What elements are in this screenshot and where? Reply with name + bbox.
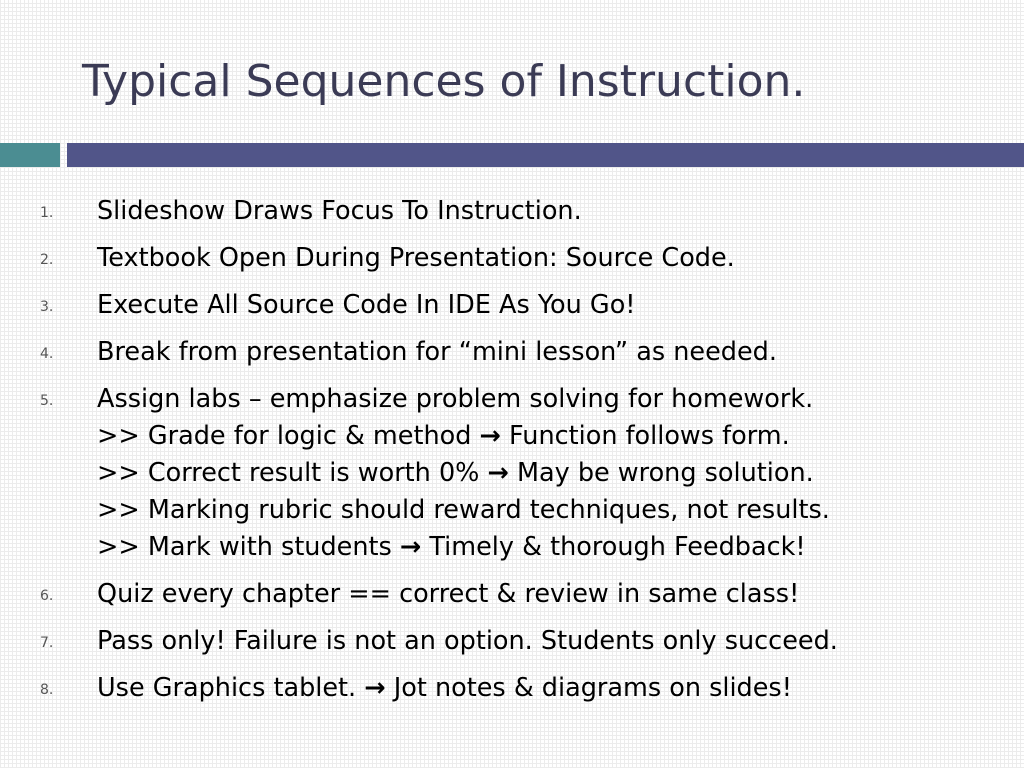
list-item-4 [0, 334, 1024, 371]
instruction-list [0, 193, 1024, 717]
list-text: Pass only! Failure is not an option. Students only succeed. [97, 626, 838, 656]
sub-line-text: >> Grade for logic & method [97, 421, 472, 451]
list-text: Assign labs – emphasize problem solving for homework. [97, 384, 814, 414]
accent-bar-purple [67, 143, 1024, 167]
list-item-7 [0, 623, 1024, 660]
list-text: Quiz every chapter == correct & review in same class! [97, 579, 800, 609]
list-text: Textbook Open During Presentation: Source Code. [97, 243, 735, 273]
list-number: 8. [40, 682, 54, 698]
sub-line-text: Function follows form. [509, 421, 790, 451]
list-text-block [97, 670, 1024, 707]
list-number: 1. [40, 205, 54, 221]
list-item-8 [0, 670, 1024, 707]
sub-line-grade [97, 418, 1024, 455]
list-number: 4. [40, 346, 54, 362]
right-arrow-icon: → [399, 532, 422, 562]
slide-title: Typical Sequences of Instruction. [82, 56, 806, 107]
list-text: Break from presentation for “mini lesson” as needed. [97, 337, 777, 367]
list-text: Jot notes & diagrams on slides! [393, 673, 792, 703]
list-number: 6. [40, 588, 54, 604]
list-text: Slideshow Draws Focus To Instruction. [97, 196, 582, 226]
sub-line-text: >> Marking rubric should reward techniques, not results. [97, 495, 830, 525]
right-arrow-icon: → [479, 421, 501, 451]
sub-line-mark [97, 529, 1024, 566]
list-item-3 [0, 287, 1024, 324]
list-item-6 [0, 576, 1024, 613]
sub-line-text: Timely & thorough Feedback! [429, 532, 806, 562]
sub-line-text: >> Correct result is worth 0% [97, 458, 480, 488]
right-arrow-icon: → [364, 673, 386, 703]
list-item-1 [0, 193, 1024, 230]
sub-line-text: >> Mark with students [97, 532, 392, 562]
sub-line-rubric [97, 492, 1024, 529]
list-item-2 [0, 240, 1024, 277]
list-text: Execute All Source Code In IDE As You Go! [97, 290, 636, 320]
list-text: Use Graphics tablet. [97, 673, 357, 703]
list-number: 5. [40, 393, 54, 409]
list-number: 3. [40, 299, 54, 315]
list-text-block [97, 381, 1024, 566]
list-number: 7. [40, 635, 54, 651]
sub-line-text: May be wrong solution. [517, 458, 814, 488]
sub-line-correct [97, 455, 1024, 492]
accent-bar-teal [0, 143, 60, 167]
list-number: 2. [40, 252, 54, 268]
right-arrow-icon: → [487, 458, 509, 488]
list-item-5 [0, 381, 1024, 566]
